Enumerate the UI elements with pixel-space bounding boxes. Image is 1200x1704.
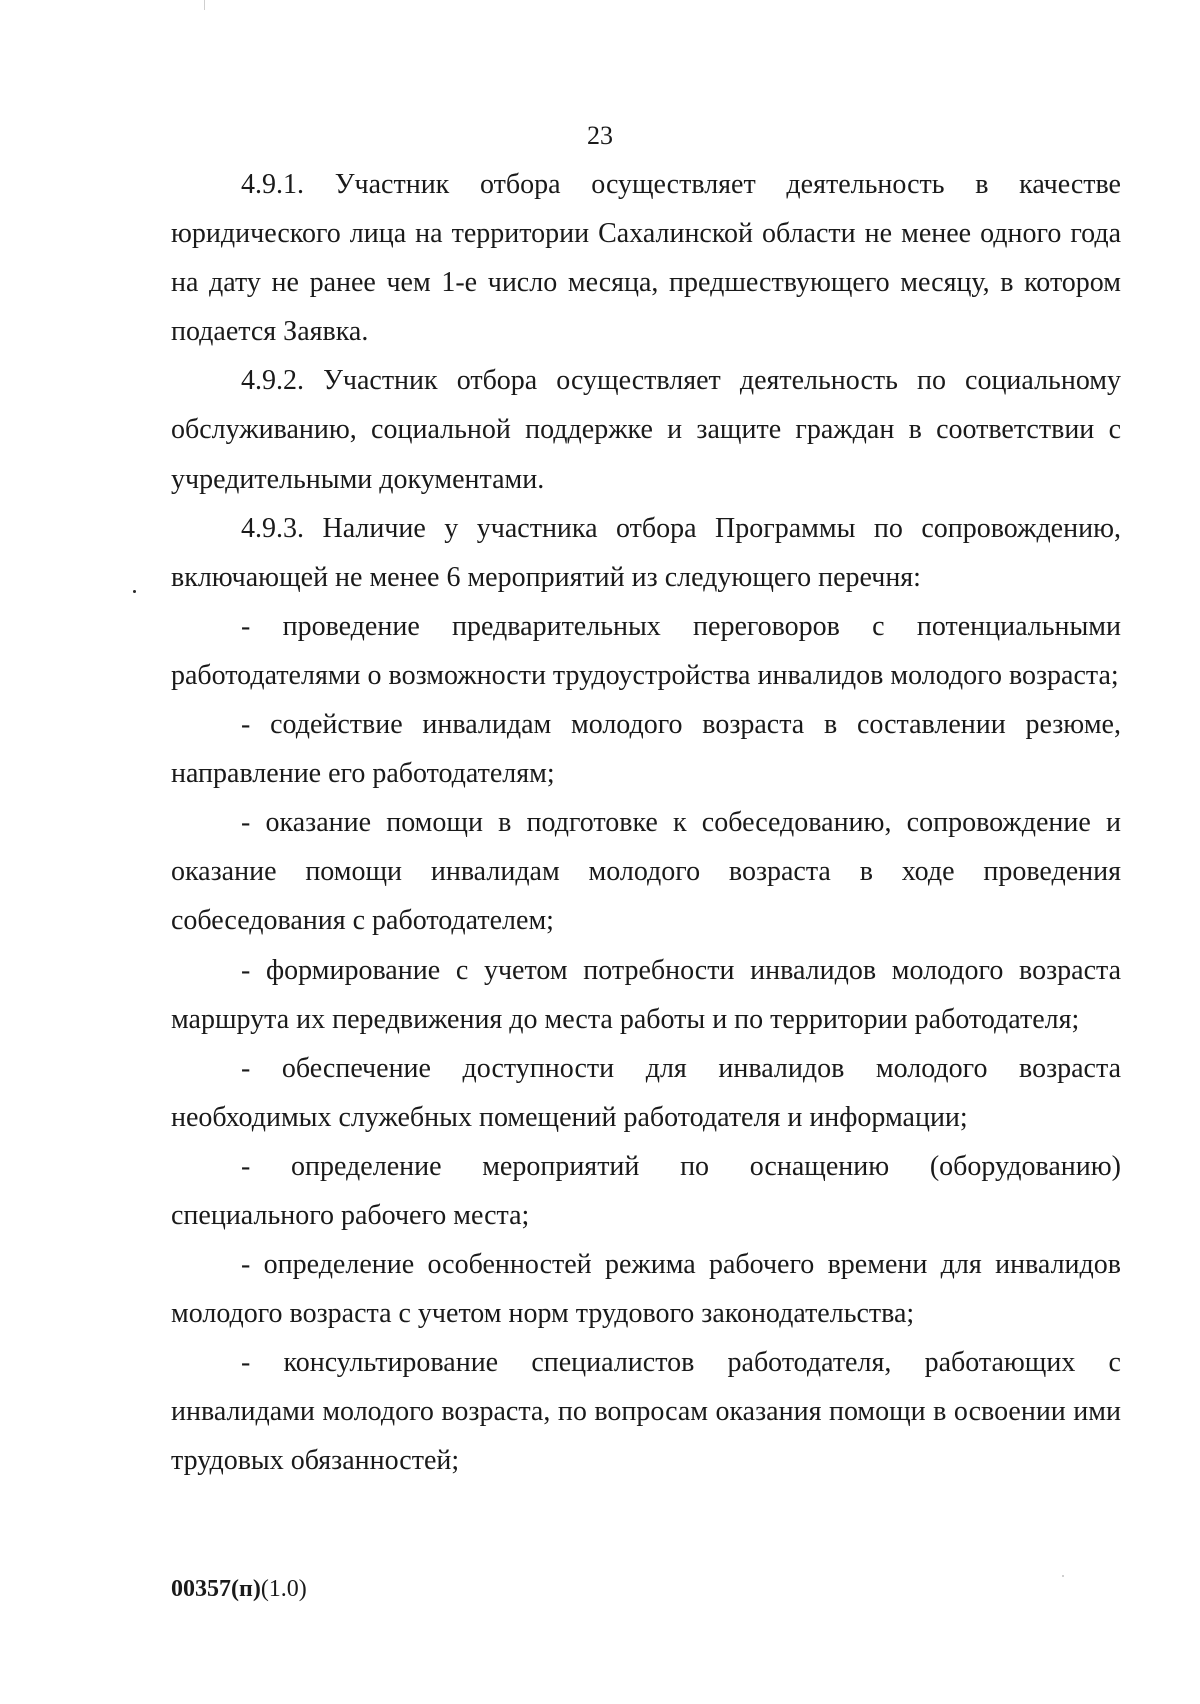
list-item: - определение мероприятий по оснащению (оборудованию) специального рабочего места; — [171, 1150, 1121, 1231]
scan-mark — [204, 0, 205, 10]
document-code — [171, 1574, 307, 1604]
list-item: - обеспечение доступности для инвалидов молодого возраста необходимых служебных помещений работодателя и информации; — [171, 1052, 1121, 1133]
page-number: 23 — [587, 121, 613, 150]
document-code-number: 00357(п) — [171, 1576, 261, 1602]
list-item: - определение особенностей режима рабочего времени для инвалидов молодого возраста с учетом норм трудового законодательства; — [171, 1249, 1121, 1330]
scan-mark — [1062, 1575, 1064, 1577]
scan-speck — [133, 590, 136, 593]
document-body — [171, 160, 1121, 1486]
list-item: - оказание помощи в подготовке к собеседованию, сопровождение и оказание помощи инвалидам молодого возраста в ходе проведения собеседования с работодателем; — [171, 807, 1121, 937]
paragraph-4-9-3: 4.9.3. Наличие у участника отбора Программы по сопровождению, включающей не менее 6 мероприятий из следующего перечня: — [171, 512, 1121, 593]
document-code-version: (1.0) — [260, 1576, 307, 1602]
list-item: - содействие инвалидам молодого возраста в составлении резюме, направление его работодателям; — [171, 709, 1121, 790]
list-item: - консультирование специалистов работодателя, работающих с инвалидами молодого возраста, по вопросам оказания помощи в освоении ими трудовых обязанностей; — [171, 1347, 1121, 1477]
list-item: - проведение предварительных переговоров с потенциальными работодателями о возможности трудоустройства инвалидов молодого возраста; — [171, 610, 1121, 691]
paragraph-4-9-2: 4.9.2. Участник отбора осуществляет деятельность по социальному обслуживанию, социальной поддержке и защите граждан в соответствии с учредительными документами. — [171, 365, 1121, 495]
paragraph-4-9-1: 4.9.1. Участник отбора осуществляет деятельность в качестве юридического лица на территории Сахалинской области не менее одного года на дату не ранее чем 1-е число месяца, предшествующего месяцу, в котором подается Заявка. — [171, 169, 1121, 348]
list-item: - формирование с учетом потребности инвалидов молодого возраста маршрута их передвижения до места работы и по территории работодателя; — [171, 954, 1121, 1035]
